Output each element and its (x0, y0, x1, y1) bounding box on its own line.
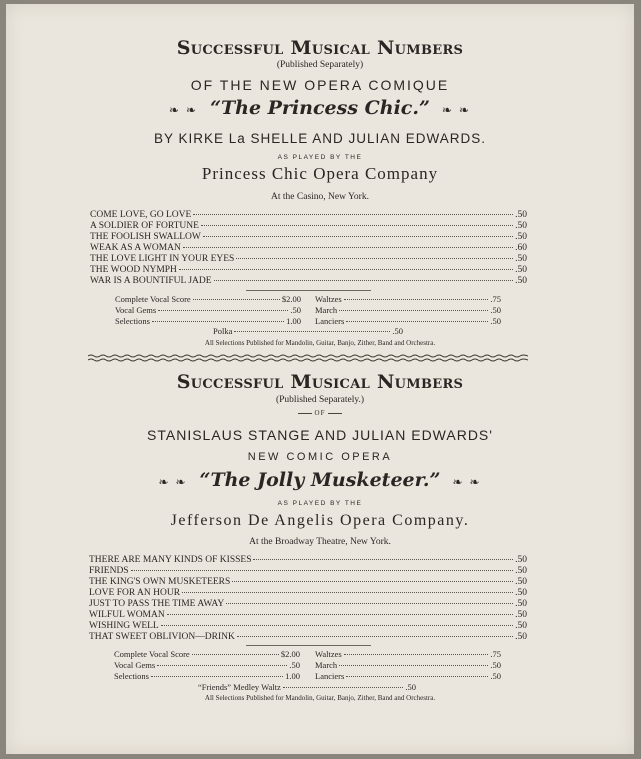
section1-authors: BY KIRKE La SHELLE AND JULIAN EDWARDS. (153, 131, 487, 146)
section1-title: “The Princess Chic.” (210, 97, 430, 119)
section1-company: Princess Chic Opera Company (201, 164, 439, 183)
list-item: THERE ARE MANY KINDS OF KISSES .50 (89, 555, 527, 565)
edition-item: March .50 (315, 305, 501, 315)
list-item: COME LOVE, GO LOVE .50 (90, 210, 527, 220)
section2-company: Jefferson De Angelis Opera Company. (170, 512, 470, 529)
section1-footnote: All Selections Published for Mandolin, Guitar, Banjo, Zither, Band and Orchestra. (204, 339, 436, 347)
section1-of-line: OF THE NEW OPERA COMIQUE (190, 77, 450, 93)
list-item: THAT SWEET OBLIVION—DRINK .50 (89, 632, 527, 642)
section2-kind: NEW COMIC OPERA (247, 451, 393, 463)
list-item: THE WOOD NYMPH .50 (90, 265, 527, 275)
list-item: WAR IS A BOUNTIFUL JADE .50 (90, 276, 527, 286)
list-item: WILFUL WOMAN .50 (89, 610, 527, 620)
section1-heading: Successful Musical Numbers (176, 37, 464, 59)
section2-heading: Successful Musical Numbers (176, 371, 464, 393)
section2-title-line (6, 469, 634, 491)
divider (246, 645, 371, 646)
ornament-icon: ❧ ❧ (441, 103, 472, 117)
section2-authors: STANISLAUS STANGE AND JULIAN EDWARDS' (147, 427, 493, 443)
edition-item: Vocal Gems .50 (114, 660, 300, 670)
edition-item: Vocal Gems .50 (115, 305, 301, 315)
edition-item: Waltzes .75 (315, 294, 501, 304)
edition-item: Selections 1.00 (114, 671, 300, 681)
section2-venue: At the Broadway Theatre, New York. (249, 537, 391, 547)
divider (246, 290, 371, 291)
list-item: THE FOOLISH SWALLOW .50 (90, 232, 527, 242)
wavy-divider (88, 354, 528, 362)
list-item: WISHING WELL .50 (89, 621, 527, 631)
section2-published-note: (Published Separately.) (275, 395, 365, 405)
section2-title: “The Jolly Musketeer.” (199, 469, 441, 491)
edition-item: Polka .50 (213, 326, 403, 336)
section1-published-note: (Published Separately) (276, 60, 364, 70)
ornament-icon: ❧ ❧ (158, 475, 188, 489)
edition-item: Complete Vocal Score $2.00 (114, 649, 300, 659)
edition-item: “Friends” Medley Waltz .50 (198, 682, 416, 692)
edition-item: Complete Vocal Score $2.00 (115, 294, 301, 304)
section1-venue: At the Casino, New York. (271, 192, 369, 202)
list-item: LOVE FOR AN HOUR .50 (89, 588, 527, 598)
section2-of-word: OF (314, 409, 326, 417)
section2-played-by: AS PLAYED BY THE (277, 500, 363, 507)
section2-footnote: All Selections Published for Mandolin, Guitar, Banjo, Zither, Band and Orchestra. (204, 694, 436, 702)
edition-item: Lanciers .50 (315, 316, 501, 326)
section2-of-line (6, 409, 634, 417)
list-item: THE LOVE LIGHT IN YOUR EYES .50 (90, 254, 527, 264)
section1-played-by: AS PLAYED BY THE (277, 154, 363, 161)
list-item: A SOLDIER OF FORTUNE .50 (90, 221, 527, 231)
ornament-icon: ❧ ❧ (168, 103, 199, 117)
list-item: JUST TO PASS THE TIME AWAY .50 (89, 599, 527, 609)
edition-item: Waltzes .75 (315, 649, 501, 659)
section1-title-line (6, 97, 634, 119)
edition-item: Selections 1.00 (115, 316, 301, 326)
music-catalog-page (6, 4, 634, 754)
list-item: THE KING'S OWN MUSKETEERS .50 (89, 577, 527, 587)
list-item: WEAK AS A WOMAN .60 (90, 243, 527, 253)
edition-item: March .50 (315, 660, 501, 670)
ornament-icon: ❧ ❧ (452, 475, 482, 489)
list-item: FRIENDS .50 (89, 566, 527, 576)
edition-item: Lanciers .50 (315, 671, 501, 681)
